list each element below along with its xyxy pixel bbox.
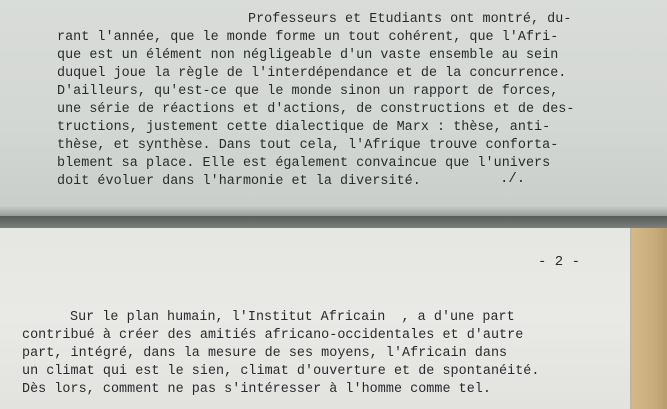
page-number: - 2 - xyxy=(538,254,581,270)
text-line: doit évoluer dans l'harmonie et la diversité. xyxy=(57,174,421,189)
text-line: part, intégré, dans la mesure de ses moyens, l'Africain dans xyxy=(22,346,508,361)
page-shadow xyxy=(0,206,667,216)
end-mark: ./. xyxy=(500,171,526,187)
text-line: Professeurs et Etudiants ont montré, du- xyxy=(248,12,572,27)
text-line: une série de réactions et d'actions, de constructions et de des- xyxy=(57,102,575,117)
text-line: Dès lors, comment ne pas s'intéresser à l'homme comme tel. xyxy=(22,382,491,397)
text-line: rant l'année, que le monde forme un tout cohérent, que l'Afri- xyxy=(57,30,559,45)
text-line: blement sa place. Elle est également convaincue que l'univers xyxy=(57,156,551,171)
text-line: contribué à créer des amitiés africano-occidentales et d'autre xyxy=(22,328,524,343)
text-line: tructions, justement cette dialectique de Marx : thèse, anti- xyxy=(57,120,551,135)
text-line: un climat qui est le sien, climat d'ouverture et de spontanéité. xyxy=(22,364,540,379)
text-line: D'ailleurs, qu'est-ce que le monde sinon un rapport de forces, xyxy=(57,84,559,99)
paper-strip xyxy=(632,228,667,409)
text-line: que est un élément non négligeable d'un vaste ensemble au sein xyxy=(57,48,559,63)
text-line: Sur le plan humain, l'Institut Africain , a d'une part xyxy=(70,310,515,325)
text-line: thèse, et synthèse. Dans tout cela, l'Afrique trouve conforta- xyxy=(57,138,559,153)
page-gap xyxy=(0,216,667,228)
text-line: duquel joue la règle de l'interdépendance et de la concurrence. xyxy=(57,66,567,81)
